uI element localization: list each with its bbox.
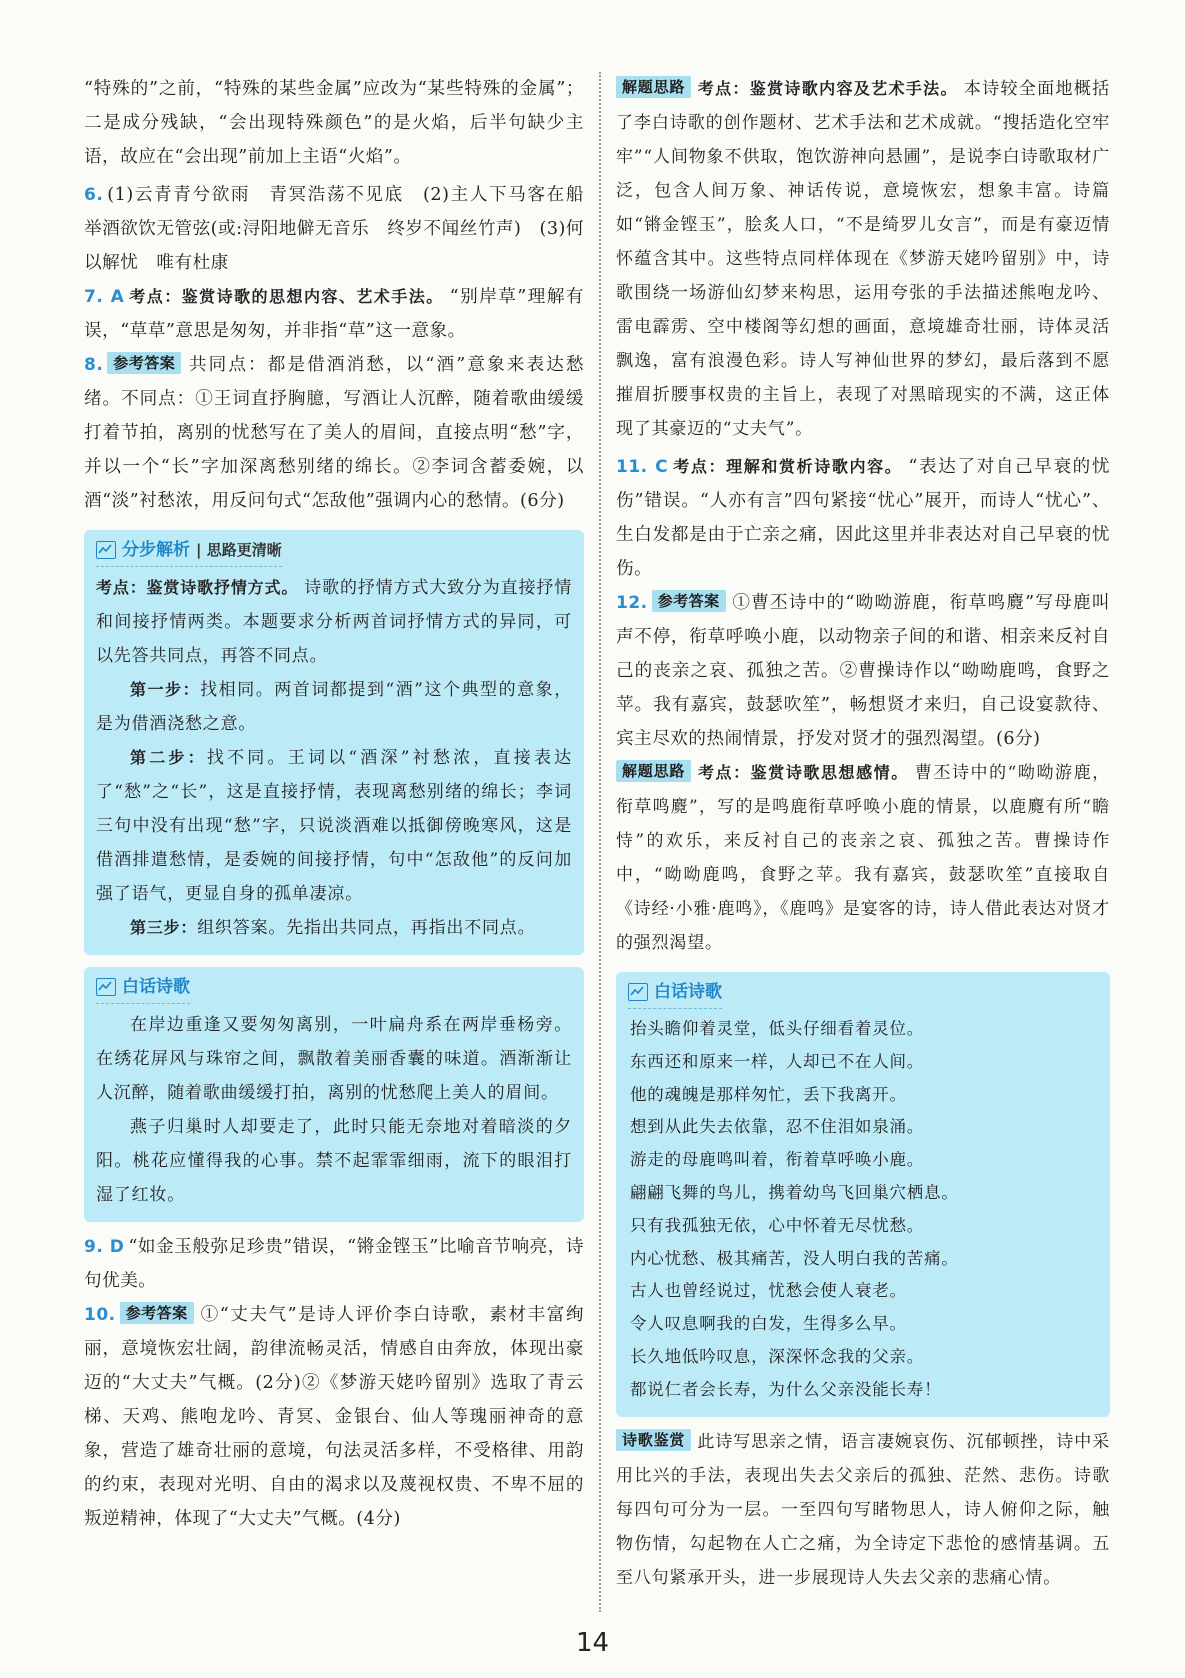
poem-line: 只有我孤独无依，心中怀着无尽忧愁。: [630, 1215, 925, 1235]
left-column: [84, 72, 603, 1536]
idea-text: 本诗较全面地概括了李白诗歌的创作题材、艺术手法和艺术成就。“搜括造化空牢牢”“人间物象不供取，饱饮游神向悬圃”，是说李白诗歌取材广泛，包含人间万象、神话传说，意境恢宏，想象丰富。诗篇如“锵金铿玉”，脍炙人口，“不是绮罗儿女言”，而是有豪迈情怀蕴含其中。这些特点同样体现在《梦游天姥吟留别》中，诗歌围绕一场游仙幻梦来构思，运用夸张的手法描述熊咆龙吟、雷电霹雳、空中楼阁等幻想的画面，意境雄奇壮丽，诗体灵活飘逸，富有浪漫色彩。诗人写神仙世界的梦幻，最后落到不愿摧眉折腰事权贵的主旨上，表现了对黑暗现实的不满，这正体现了其豪迈的“丈夫气”。: [616, 79, 1110, 439]
solution-idea-tag: 解题思路: [616, 76, 691, 98]
trend-chart-icon: [96, 978, 116, 996]
poem-line: 想到从此失去依靠，忍不住泪如泉涌。: [630, 1117, 925, 1137]
analysis-step-1: [96, 673, 572, 741]
right-column: [616, 72, 1110, 1595]
reference-answer-tag: 参考答案: [652, 590, 726, 612]
poem-line: 东西还和原来一样，人却已不在人间。: [630, 1051, 925, 1071]
q10-solution-idea: [616, 72, 1110, 446]
idea-text: 曹丕诗中的“呦呦游鹿，衔草鸣麑”，写的是鸣鹿衔草呼唤小鹿的情景，以鹿麑有所“瞻恃”的欢乐，来反衬自己的丧亲之哀、孤独之苦。曹操诗作中，“呦呦鹿鸣，食野之苹。我有嘉宾，鼓瑟吹笙”直接取自《诗经·小雅·鹿鸣》，《鹿鸣》是宴客的诗，诗人借此表达对贤才的强烈渴望。: [616, 763, 1110, 953]
poem-paragraph-1: 在岸边重逢又要匆匆离别，一叶扁舟系在两岸垂杨旁。在绣花屏风与珠帘之间，飘散着美丽香囊的味道。酒渐渐让人沉醉，随着歌曲缓缓打拍，离别的忧愁爬上美人的眉间。: [96, 1015, 572, 1103]
column-divider: [599, 72, 601, 1612]
step-analysis-box: [84, 530, 584, 955]
answer-11: [616, 450, 1110, 586]
kaodian-label: 考点：理解和赏析诗歌内容。: [672, 457, 903, 476]
vernacular-poem-box-1: [84, 967, 584, 1222]
answer-text: ①“丈夫气”是诗人评价李白诗歌，素材丰富绚丽，意境恢宏壮阔，韵律流畅灵活，情感自由奔放，体现出豪迈的“大丈夫”气概。(2分)②《梦游天姥吟留别》选取了青云梯、天鸡、熊咆龙吟、青冥、金银台、仙人等瑰丽神奇的意象，营造了雄奇壮丽的意境，句法灵活多样，不受格律、用韵的约束，表现对光明、自由的渴求以及蔑视权贵、不卑不屈的叛逆精神，体现了“大丈夫”气概。(4分): [84, 1305, 584, 1529]
question-number: 10.: [84, 1305, 116, 1325]
answer-text: 共同点：都是借酒消愁，以“酒”意象来表达愁绪。不同点：①王词直抒胸臆，写酒让人沉醉，随着歌曲缓缓打着节拍，离别的忧愁写在了美人的眉间，直接点明“愁”字，并以一个“长”字加深离愁别绪的绵长。②李词含蓄委婉，以酒“淡”衬愁浓，用反问句式“怎敌他”强调内心的愁情。(6分): [84, 355, 584, 511]
poem-line: 古人也曾经说过，忧愁会使人衰老。: [630, 1281, 907, 1301]
poem-appreciation-tag: 诗歌鉴赏: [616, 1429, 691, 1451]
analysis-intro-text: 诗歌的抒情方式大致分为直接抒情和间接抒情两类。本题要求分析两首词抒情方式的异同，可以先答共同点，再答不同点。: [96, 578, 572, 666]
step-text: 找相同。两首词都提到“酒”这个典型的意象，是为借酒浇愁之意。: [96, 680, 572, 734]
step-text: 组织答案。先指出共同点，再指出不同点。: [197, 918, 536, 938]
solution-idea-tag: 解题思路: [616, 760, 691, 782]
poem-line: 令人叹息啊我的白发，生得多么早。: [630, 1314, 907, 1334]
kaodian-label: 考点：鉴赏诗歌的思想内容、艺术手法。: [128, 287, 444, 306]
answer-text: “表达了对自己早衰的忧伤”错误。“人亦有言”四句紧接“忧心”展开，而诗人“忧心”、生白发都是由于亡亲之痛，因此这里并非表达对自己早衰的忧伤。: [616, 457, 1110, 579]
answer-text: “别岸草”理解有误，“草草”意思是匆匆，并非指“草”这一意象。: [84, 287, 584, 341]
step-analysis-header: [96, 536, 282, 567]
question-number: 9. D: [84, 1237, 125, 1257]
intro-paragraph: “特殊的”之前，“特殊的某些金属”应改为“某些特殊的金属”；二是成分残缺，“会出现特殊颜色”的是火焰，后半句缺少主语，故应在“会出现”前加上主语“火焰”。: [84, 79, 584, 167]
question-number: 6.: [84, 185, 104, 205]
answer-text: ①曹丕诗中的“呦呦游鹿，衔草鸣麑”写母鹿叫声不停，衔草呼唤小鹿，以动物亲子间的和谐、相亲来反衬自己的丧亲之哀、孤独之苦。②曹操诗作以“呦呦鹿鸣，食野之苹。我有嘉宾，鼓瑟吹笙”，畅想贤才来归，自己设宴款待、宾主尽欢的热闹情景，抒发对贤才的强烈渴望。(6分): [616, 593, 1110, 749]
kaodian-label: 考点：鉴赏诗歌抒情方式。: [96, 578, 299, 597]
poem-line: 他的魂魄是那样匆忙，丢下我离开。: [630, 1084, 907, 1104]
vernacular-poem-box-2: [616, 972, 1110, 1417]
answer-9: [84, 1230, 584, 1298]
answer-6: [84, 178, 603, 280]
step-label: 第三步：: [130, 918, 198, 937]
poem-line: 都说仁者会长寿，为什么父亲没能长寿！: [630, 1379, 942, 1399]
question-number: 8.: [84, 355, 104, 375]
box-subtitle-text: 思路更清晰: [206, 541, 282, 559]
appreciation-text: 此诗写思亲之情，语言凄婉哀伤、沉郁顿挫，诗中采用比兴的手法，表现出失去父亲后的孤独、茫然、悲伤。诗歌每四句可分为一层。一至四句写睹物思人，诗人俯仰之际，触物伤情，勾起物在人亡之痛，为全诗定下悲怆的感情基调。五至八句紧承开头，进一步展现诗人失去父亲的悲痛心情。: [616, 1431, 1110, 1588]
q12-solution-idea: [616, 756, 1110, 960]
step-text: 找不同。王词以“酒深”衬愁浓，直接表达了“愁”之“长”，这是直接抒情，表现离愁别绪的绵长；李词三句中没有出现“愁”字，只说淡酒难以抵御傍晚寒风，这是借酒排遣愁情，是委婉的间接抒情，句中“怎敌他”的反问加强了语气，更显自身的孤单凄凉。: [96, 748, 572, 904]
step-label: 第一步：: [130, 680, 201, 699]
analysis-intro: [96, 571, 572, 673]
answer-8: [84, 348, 584, 518]
vernacular-poem-header: [96, 973, 190, 1004]
analysis-step-2: [96, 741, 572, 911]
poem-line: 内心忧愁、极其痛苦，没人明白我的苦痛。: [630, 1248, 959, 1268]
reference-answer-tag: 参考答案: [107, 352, 181, 374]
analysis-step-3: [96, 911, 572, 945]
answer-10: [84, 1298, 584, 1536]
answer-7: [84, 280, 584, 348]
kaodian-label: 考点：鉴赏诗歌内容及艺术手法。: [697, 79, 958, 98]
trend-chart-icon: [628, 983, 648, 1001]
box-subtitle: | 思路更清晰: [196, 541, 282, 559]
poem-paragraph-2: 燕子归巢时人却要走了，此时只能无奈地对着暗淡的夕阳。桃花应懂得我的心事。禁不起霏霏细雨，流下的眼泪打湿了红妆。: [96, 1117, 572, 1205]
kaodian-label: 考点：鉴赏诗歌思想感情。: [697, 763, 909, 782]
box-title: 分步解析: [122, 540, 190, 560]
vernacular-poem-header: [628, 978, 722, 1009]
box-title: 白话诗歌: [654, 982, 722, 1002]
box-title: 白话诗歌: [122, 977, 190, 997]
poem-line: 翩翩飞舞的鸟儿，携着幼鸟飞回巢穴栖息。: [630, 1182, 959, 1202]
poem-line: 长久地低吟叹息，深深怀念我的父亲。: [630, 1346, 925, 1366]
poem-line: 抬头瞻仰着灵堂，低头仔细看着灵位。: [630, 1019, 925, 1038]
answer-text: “如金玉般弥足珍贵”错误，“锵金铿玉”比喻音节响亮，诗句优美。: [84, 1237, 584, 1291]
trend-chart-icon: [96, 541, 116, 559]
poem-line: 游走的母鹿鸣叫着，衔着草呼唤小鹿。: [630, 1150, 925, 1170]
answer-12: [616, 586, 1110, 756]
question-number: 7. A: [84, 287, 125, 307]
page-number: 14: [575, 1628, 610, 1658]
poem-appreciation: [616, 1425, 1110, 1595]
question-number: 12.: [616, 593, 648, 613]
question-number: 11. C: [616, 457, 669, 477]
step-label: 第二步：: [130, 748, 207, 767]
reference-answer-tag: 参考答案: [120, 1302, 194, 1324]
answer-text: (1)云青青兮欲雨 青冥浩荡不见底 (2)主人下马客在船 举酒欲饮无管弦(或:浔阳地僻无音乐 终岁不闻丝竹声) (3)何以解忧 唯有杜康: [84, 185, 603, 273]
